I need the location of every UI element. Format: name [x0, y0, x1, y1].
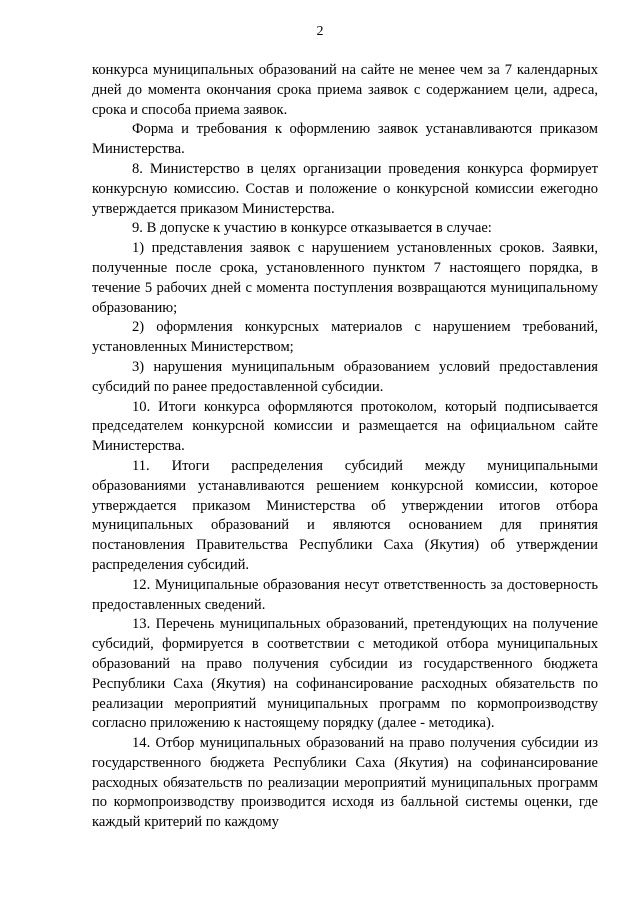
paragraph: 14. Отбор муниципальных образований на право получения субсидии из государственного бюджета Республики Саха (Якутия) на софинансирование расходных обязательств по реализации мероприятий муниципальных программ по кормопроизводству производится исходя из балльной системы оценки, где каждый критерий по каждому: [92, 735, 598, 831]
paragraph: 12. Муниципальные образования несут ответственность за достоверность предоставленных сведений.: [92, 576, 598, 613]
page-number: 2: [316, 24, 324, 39]
paragraph: 11. Итоги распределения субсидий между муниципальными образованиями устанавливаются решением конкурсной комиссии, которое утверждается приказом Министерства об утверждении итогов отбора муниципальных образований и являются основанием для принятия постановления Правительства Республики Саха (Якутия) об утверждении распределения субсидий.: [92, 457, 598, 573]
paragraph: конкурса муниципальных образований на сайте не менее чем за 7 календарных дней до момента окончания срока приема заявок с содержанием цели, адреса, срока и способа приема заявок.: [92, 62, 598, 118]
paragraph: 10. Итоги конкурса оформляются протоколом, который подписывается председателем конкурсной комиссии и размещается на официальном сайте Министерства.: [92, 398, 598, 455]
paragraph: 3) нарушения муниципальным образованием условий предоставления субсидий по ранее предоставленной субсидии.: [92, 358, 598, 395]
paragraph: 8. Министерство в целях организации проведения конкурса формирует конкурсную комиссию. Состав и положение о конкурсной комиссии ежегодно утверждается приказом Министерства.: [92, 160, 598, 217]
document-body: [92, 61, 598, 833]
paragraph: 2) оформления конкурсных материалов с нарушением требований, установленных Министерством;: [92, 319, 598, 356]
paragraph: 13. Перечень муниципальных образований, претендующих на получение субсидий, формируется в соответствии с методикой отбора муниципальных образований на право получения субсидии из государственного бюджета Республики Саха (Якутия) на софинансирование расходных обязательств по реализации мероприятий муниципальных программ по кормопроизводству согласно приложению к настоящему порядку (далее - методика).: [92, 616, 598, 732]
paragraph: Форма и требования к оформлению заявок устанавливаются приказом Министерства.: [92, 121, 598, 158]
paragraph: 1) представления заявок с нарушением установленных сроков. Заявки, полученные после срока, установленного пунктом 7 настоящего порядка, в течение 5 рабочих дней с момента поступления возвращаются муниципальному образованию;: [92, 240, 598, 316]
paragraph: 9. В допуске к участию в конкурсе отказывается в случае:: [132, 220, 492, 237]
